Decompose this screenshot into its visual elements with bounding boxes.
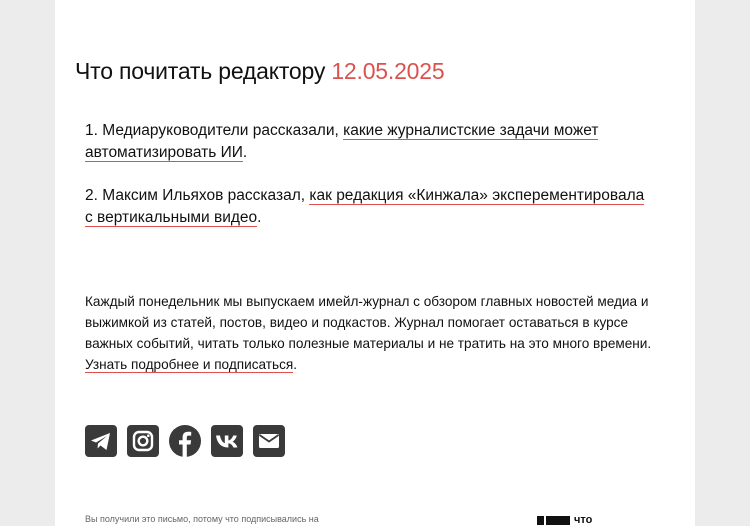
vk-icon[interactable] <box>211 425 243 457</box>
title-text: Что почитать редактору <box>75 58 326 84</box>
list-item <box>85 120 645 164</box>
footer-note: Вы получили это письмо, потому что подписывались на <box>85 514 319 524</box>
about-suffix: . <box>293 357 298 372</box>
article-link[interactable]: какие журналистские задачи может автоматизировать ИИ <box>85 122 599 161</box>
reading-list <box>85 120 645 250</box>
item-text: 2. Максим Ильяхов рассказал, <box>85 187 310 204</box>
email-icon[interactable] <box>253 425 285 457</box>
list-item <box>85 185 645 229</box>
issue-date: 12.05.2025 <box>331 58 445 84</box>
brand-logo <box>537 514 592 526</box>
item-text: 1. Медиаруководители рассказали, <box>85 122 344 139</box>
newsletter-card <box>55 0 695 526</box>
brand-word: что <box>574 514 593 526</box>
instagram-icon[interactable] <box>127 425 159 457</box>
subscribe-link[interactable]: Узнать подробнее и подписаться <box>85 357 294 372</box>
facebook-icon[interactable] <box>169 425 201 457</box>
item-suffix: . <box>242 144 248 161</box>
about-text: Каждый понедельник мы выпускаем имейл-журнал с обзором главных новостей медиа и выжимкой из статей, постов, видео и подкастов. Журнал помогает оставаться в курсе важных событий, читать только полезные материалы и не тратить на это много времени. <box>85 294 652 351</box>
page-title <box>75 58 444 85</box>
about-paragraph <box>85 291 670 375</box>
article-link[interactable]: как редакция «Кинжала» эксперементировала с вертикальными видео <box>85 187 645 226</box>
social-links <box>85 425 285 457</box>
item-suffix: . <box>257 209 262 226</box>
telegram-icon[interactable] <box>85 425 117 457</box>
logo-bars-icon <box>537 516 570 525</box>
